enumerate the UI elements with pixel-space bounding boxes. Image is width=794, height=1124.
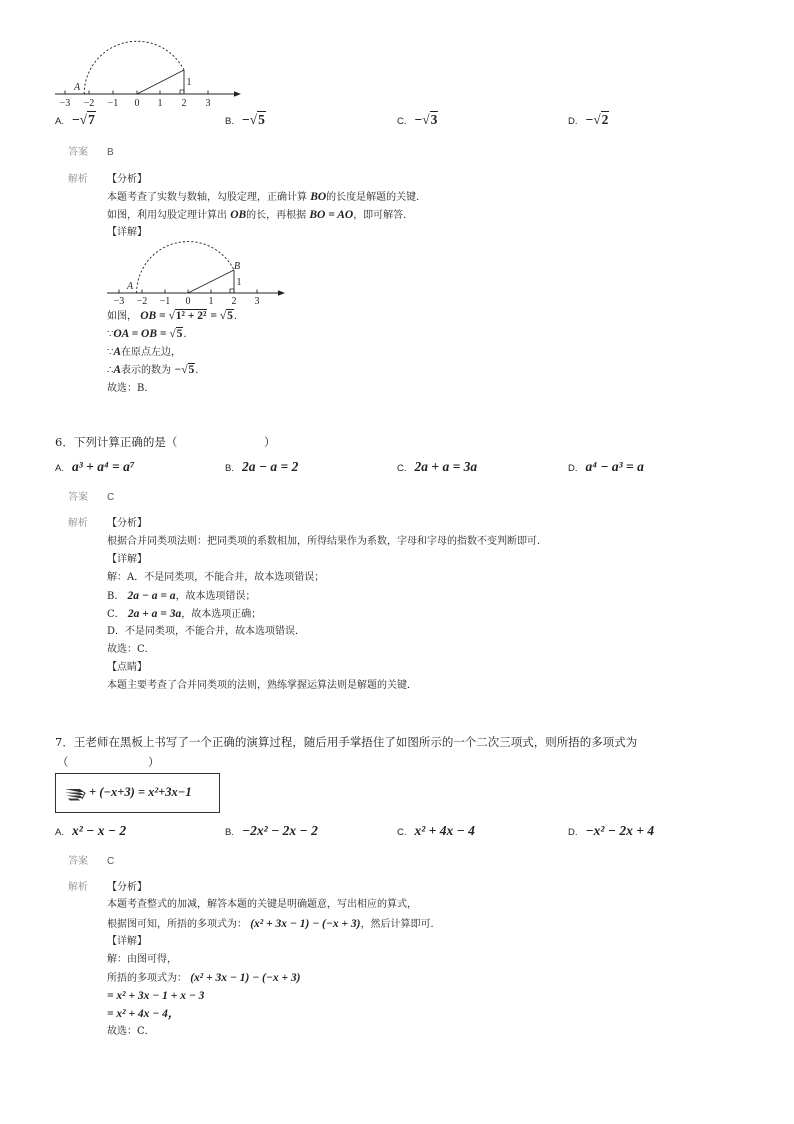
q7-option-a: [55, 820, 126, 839]
analysis-label: 解析: [68, 882, 88, 893]
answer-label: 答案: [68, 147, 88, 158]
section-fenxi: 【分析】: [107, 174, 147, 185]
solution-line: [107, 971, 300, 986]
q6-option-b: [225, 456, 298, 475]
option-expr: 2a + a = 3a: [414, 459, 478, 474]
math: A: [113, 364, 122, 376]
hypotenuse-ob: [137, 70, 184, 94]
option-letter: C.: [397, 116, 407, 127]
tick-label: 0: [134, 98, 140, 109]
option-expr: −x² − 2x + 4: [585, 823, 655, 838]
solution-line: [107, 345, 181, 360]
q5-option-c: [397, 109, 438, 128]
tick-label: 1: [157, 98, 163, 109]
right-angle-mark: [230, 289, 234, 293]
tick-label: −2: [136, 296, 148, 307]
math: BO: [310, 191, 327, 203]
text: ，故本选项正确；: [181, 609, 262, 620]
section-xiangjie: 【详解】: [107, 936, 147, 947]
q6-option-c: [397, 456, 477, 475]
solution-conclusion: 故选：B．: [107, 383, 155, 394]
answer-label: 答案: [68, 492, 88, 503]
text: ∵: [107, 347, 114, 358]
math: = x² + 4x − 4，: [107, 1008, 180, 1020]
option-letter: A.: [55, 463, 64, 474]
section-xiangjie: 【详解】: [107, 554, 147, 565]
option-expr: 2a − a = 2: [241, 459, 299, 474]
solution-line: [107, 1007, 179, 1022]
point-a-label: A: [127, 281, 134, 292]
option-letter: B.: [225, 463, 234, 474]
math: BO = AO: [309, 209, 354, 221]
right-angle-mark: [180, 90, 184, 94]
text: ，然后计算即可．: [360, 919, 441, 930]
hand-icon: [64, 787, 86, 801]
option-sign: −√: [71, 112, 88, 127]
text: ∵: [107, 329, 114, 340]
dashed-arc: [137, 242, 234, 293]
text: B．: [107, 591, 128, 602]
answer-value: B: [107, 147, 114, 158]
q7-stem: 7．王老师在黑板上书写了一个正确的演算过程，随后用手掌捂住了如图所示的一个二次三项式，则所捂的多项式为: [55, 735, 638, 749]
tick-label: 3: [254, 296, 260, 307]
math: = x² + 3x − 1 + x − 3: [107, 990, 205, 1002]
q6-stem-close: ）: [264, 435, 276, 449]
axis-arrow: [234, 91, 241, 96]
dashed-arc: [84, 41, 184, 94]
math-radicand: 5: [176, 328, 183, 340]
solution-line: [107, 363, 205, 378]
option-letter: D.: [568, 827, 578, 838]
option-radicand: 7: [88, 112, 95, 127]
q5-number-line-figure: [50, 30, 250, 112]
text: ，故本选项错误；: [175, 591, 256, 602]
text: 所捂的多项式为：: [107, 973, 191, 984]
option-expr: x² − x − 2: [71, 823, 127, 838]
tick-label: 2: [231, 296, 237, 307]
analysis-line: 本题考查整式的加减，解答本题的关键是明确题意，写出相应的算式，: [107, 899, 417, 910]
math: A: [113, 346, 122, 358]
option-expr: −2x² − 2x − 2: [241, 823, 318, 838]
point-a-label: A: [74, 82, 81, 93]
math: OB = √: [140, 310, 175, 322]
analysis-label: 解析: [68, 174, 88, 185]
answer-label: 答案: [68, 856, 88, 867]
option-sign: −√: [585, 112, 601, 127]
text: 的长，再根据: [246, 210, 310, 221]
option-radicand: 3: [430, 112, 438, 127]
analysis-line: [107, 208, 413, 223]
math: OA = OB = √: [113, 328, 176, 340]
q6-stem: 6．下列计算正确的是（: [55, 435, 178, 449]
analysis-line: [107, 917, 440, 932]
q5-option-a: [55, 109, 96, 128]
option-letter: A.: [55, 827, 64, 838]
option-letter: D.: [568, 463, 578, 474]
solution-line: [107, 309, 244, 324]
text: 的长度是解题的关键．: [326, 192, 427, 203]
section-fenxi: 【分析】: [107, 882, 147, 893]
solution-line: 解：A．不是同类项，不能合并，故本选项错误；: [107, 572, 325, 583]
tick-label: −3: [59, 98, 71, 109]
tick-label: 0: [185, 296, 191, 307]
answer-value: C: [107, 492, 115, 503]
axis-arrow: [278, 290, 285, 295]
q5-option-b: [225, 109, 266, 128]
solution-line: [107, 327, 193, 342]
option-expr: a³ + a⁴ = a⁷: [71, 459, 135, 474]
blackboard-expression: + (−x+3) = x²+3x−1: [89, 785, 192, 799]
q7-option-b: [225, 820, 318, 839]
text: 根据图可知，所捂的多项式为：: [107, 919, 251, 930]
math: −√: [174, 364, 188, 376]
solution-conclusion: 故选：C．: [107, 1026, 155, 1037]
math: 2a + a = 3a: [127, 608, 182, 620]
text: 如图，利用勾股定理计算出: [107, 210, 231, 221]
option-letter: D.: [568, 116, 578, 127]
q5-solution-figure: [104, 236, 289, 308]
solution-line: 解：由图可得，: [107, 954, 177, 965]
option-letter: C.: [397, 827, 407, 838]
axis-ticks: [65, 91, 208, 95]
text: 本题考查了实数与数轴，勾股定理，正确计算: [107, 192, 311, 203]
tick-label: 1: [208, 296, 214, 307]
math-radicand: 1² + 2²: [175, 310, 207, 322]
option-radicand: 5: [258, 112, 265, 127]
tick-label: −2: [83, 98, 95, 109]
option-letter: B.: [225, 116, 234, 127]
text: 在原点左边，: [121, 347, 182, 358]
math: 2a − a = a: [127, 590, 176, 602]
option-letter: B.: [225, 827, 234, 838]
section-fenxi: 【分析】: [107, 518, 147, 529]
solution-line: D．不是同类项，不能合并，故本选项错误．: [107, 626, 306, 637]
option-letter: A.: [55, 116, 64, 127]
text: ，即可解答．: [353, 210, 414, 221]
point-b-label: B: [234, 261, 241, 272]
math: = √: [207, 310, 227, 322]
option-sign: −√: [241, 112, 258, 127]
q7-option-c: [397, 820, 475, 839]
solution-line: [107, 989, 204, 1004]
q7-paren-close: ）: [148, 755, 160, 769]
option-expr: a⁴ − a³ = a: [585, 459, 644, 474]
axis-ticks: [119, 290, 257, 294]
math: (x² + 3x − 1) − (−x + 3): [190, 972, 301, 984]
math-radicand: 5: [227, 310, 233, 322]
option-radicand: 2: [601, 112, 609, 127]
solution-line: [107, 607, 261, 622]
solution-conclusion: 故选：C．: [107, 644, 155, 655]
section-xiangjie: 【详解】: [107, 227, 147, 238]
q6-option-a: [55, 456, 135, 475]
solution-line: [107, 589, 256, 604]
tick-label: 3: [205, 98, 211, 109]
q7-option-d: [568, 820, 654, 839]
analysis-line: 根据合并同类项法则：把同类项的系数相加，所得结果作为系数，字母和字母的指数不变判断即可．: [107, 536, 547, 547]
math: OB: [230, 209, 247, 221]
answer-value: C: [107, 856, 115, 867]
math-radicand: 5: [188, 364, 195, 376]
text: ．: [183, 329, 194, 340]
text: C．: [107, 609, 128, 620]
analysis-line: [107, 190, 426, 205]
text: ．: [195, 365, 206, 376]
height-label: 1: [186, 77, 192, 88]
option-sign: −√: [414, 112, 430, 127]
text: 如图，: [107, 311, 141, 322]
option-letter: C.: [397, 463, 407, 474]
q5-option-d: [568, 109, 609, 128]
height-label: 1: [236, 277, 242, 288]
text: 表示的数为: [121, 365, 175, 376]
tick-label: −1: [159, 296, 171, 307]
q6-option-d: [568, 456, 644, 475]
tick-label: −3: [113, 296, 125, 307]
text: ∴: [107, 365, 114, 376]
tick-label: −1: [107, 98, 119, 109]
math: (x² + 3x − 1) − (−x + 3): [250, 918, 361, 930]
tick-label: 2: [181, 98, 187, 109]
q7-paren-open: （: [57, 755, 69, 769]
text: ．: [233, 311, 244, 322]
analysis-label: 解析: [68, 518, 88, 529]
blackboard-figure: [55, 773, 220, 813]
option-expr: x² + 4x − 4: [414, 823, 475, 838]
comment-line: 本题主要考查了合并同类项的法则，熟练掌握运算法则是解题的关键．: [107, 680, 417, 691]
section-dianjing: 【点睛】: [107, 662, 147, 673]
